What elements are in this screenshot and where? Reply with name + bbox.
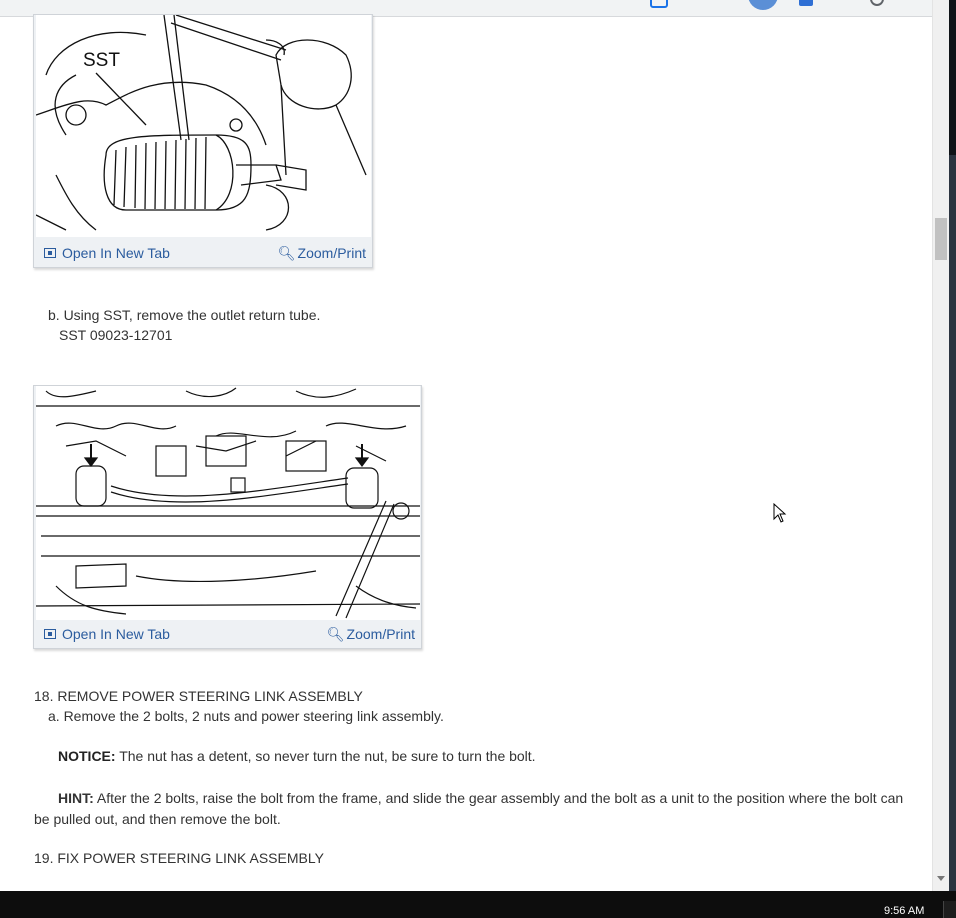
- figure-sst-illustration: [33, 14, 373, 268]
- hint-label: HINT:: [58, 790, 94, 806]
- avatar[interactable]: [748, 0, 778, 10]
- scrollbar-thumb[interactable]: [935, 218, 947, 260]
- zoom-print-link[interactable]: [278, 245, 366, 262]
- open-in-new-tab-link[interactable]: [44, 245, 170, 261]
- zoom-icon: 🔍︎: [326, 626, 345, 642]
- hint-text: After the 2 bolts, raise the bolt from the frame, and slide the gear assembly and the bolt as a unit to the position where the bolt can be pulled out, and then remove the bolt.: [34, 790, 904, 827]
- step-18-heading: 18. REMOVE POWER STEERING LINK ASSEMBLY: [34, 688, 363, 704]
- search-icon[interactable]: [870, 0, 884, 6]
- figure-steering-link-illustration: [33, 385, 422, 649]
- zoom-icon: 🔍︎: [277, 245, 296, 261]
- hint-paragraph: [34, 788, 904, 830]
- scroll-down-arrow-icon[interactable]: [937, 876, 945, 881]
- open-in-new-tab-link[interactable]: [44, 626, 170, 642]
- sst-diagram: [36, 15, 371, 237]
- taskbar-clock[interactable]: 9:56 AM: [884, 905, 925, 917]
- sst-callout-label: SST: [83, 50, 120, 71]
- step-18a-text: a. Remove the 2 bolts, 2 nuts and power steering link assembly.: [48, 708, 444, 724]
- zoom-print-link[interactable]: [327, 626, 415, 643]
- notice-paragraph: [58, 748, 536, 764]
- figure-toolbar: [34, 620, 421, 648]
- vertical-scrollbar[interactable]: [932, 0, 950, 891]
- zoom-print-label: Zoom/Print: [297, 245, 366, 261]
- figure-toolbar: [34, 239, 372, 267]
- show-desktop-button[interactable]: [943, 901, 956, 918]
- open-in-new-tab-icon: [44, 629, 56, 639]
- step-b-text: b. Using SST, remove the outlet return tube.: [48, 307, 321, 323]
- add-icon[interactable]: [799, 0, 813, 6]
- message-icon[interactable]: [650, 0, 668, 8]
- open-in-new-tab-icon: [44, 248, 56, 258]
- notice-label: NOTICE:: [58, 748, 116, 764]
- notice-text: The nut has a detent, so never turn the nut, be sure to turn the bolt.: [115, 748, 536, 764]
- steering-link-diagram: [36, 386, 420, 620]
- sst-number: SST 09023-12701: [59, 327, 173, 343]
- taskbar: [0, 891, 956, 918]
- zoom-print-label: Zoom/Print: [346, 626, 415, 642]
- open-in-new-tab-label: Open In New Tab: [62, 626, 170, 642]
- window-frame-edge: [949, 0, 956, 918]
- sst-illustration-image: [36, 15, 371, 237]
- steering-link-illustration-image: [36, 386, 420, 620]
- open-in-new-tab-label: Open In New Tab: [62, 245, 170, 261]
- mouse-cursor-icon: [773, 503, 787, 523]
- step-19-heading: 19. FIX POWER STEERING LINK ASSEMBLY: [34, 850, 324, 866]
